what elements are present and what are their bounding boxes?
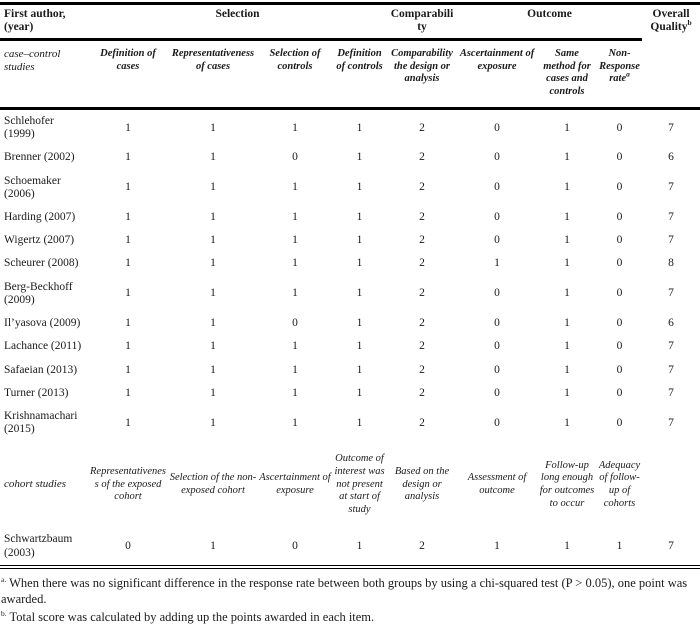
cohort-col-header: Assessment of outcome [467, 472, 527, 496]
score-cell: 1 [210, 257, 216, 270]
score-cell: 1 [292, 363, 298, 376]
score-cell: 0 [494, 340, 500, 353]
footnotes [0, 569, 700, 625]
footnote-b-text: Total score was calculated by adding up the points awarded in each item. [9, 609, 375, 624]
overall-quality-score: 7 [668, 211, 674, 224]
score-cell: 1 [125, 234, 131, 247]
case-control-col-header: Definition of controls [332, 40, 387, 109]
score-cell: 1 [125, 287, 131, 300]
cohort-col-header: Follow-up long enough for outcomes to occur [539, 459, 595, 509]
overall-quality-header [642, 4, 700, 109]
score-cell: 1 [356, 151, 363, 164]
overall-quality-score: 7 [668, 121, 674, 134]
study-name: Schlehofer (1999) [4, 114, 54, 141]
study-name: Lachance (2011) [4, 340, 82, 353]
score-cell: 0 [616, 287, 623, 300]
study-row [0, 229, 700, 252]
score-cell: 2 [419, 386, 425, 399]
study-row [0, 528, 700, 566]
score-cell: 1 [292, 234, 298, 247]
score-cell: 1 [125, 416, 131, 429]
cohort-col-header: Selection of the non-exposed cohort [169, 472, 257, 496]
section-label-case-control: case–control studies [0, 40, 88, 109]
cohort-body [0, 528, 700, 566]
overall-quality-footnote-marker: b [687, 18, 692, 28]
score-cell: 1 [564, 121, 570, 134]
score-cell: 1 [168, 528, 258, 566]
overall-quality-score: 6 [668, 151, 674, 164]
score-cell: 1 [210, 151, 216, 164]
score-cell: 2 [419, 121, 425, 134]
case-control-col-header: Non-Response rate$^a$ [597, 40, 642, 109]
score-cell: 1 [125, 211, 131, 224]
cohort-subheader [0, 441, 700, 528]
score-cell: 0 [616, 181, 623, 194]
score-cell: 1 [564, 151, 570, 164]
score-cell: 1 [356, 317, 363, 330]
score-cell: 1 [125, 121, 131, 134]
overall-quality-score: 7 [668, 386, 674, 399]
footnote-a-text: When there was no significant difference in the response rate between both groups by using a chi-squared test (P > 0.05), one point was awarded. [1, 575, 688, 607]
score-cell: 0 [494, 363, 500, 376]
score-cell: 0 [494, 234, 500, 247]
score-cell: 1 [125, 363, 131, 376]
study-name: Schwartzbaum (2003) [0, 528, 88, 566]
score-cell: 1 [356, 211, 363, 224]
score-cell: 1 [210, 287, 216, 300]
score-cell: 0 [616, 234, 623, 247]
score-cell: 1 [125, 386, 131, 399]
case-control-col-header: Ascertainment of exposure [457, 40, 537, 109]
study-row [0, 359, 700, 382]
score-cell: 2 [419, 317, 425, 330]
score-cell: 1 [125, 257, 131, 270]
score-cell: 0 [494, 211, 500, 224]
score-cell: 2 [387, 528, 457, 566]
score-cell: 1 [356, 234, 363, 247]
score-cell: 1 [564, 340, 570, 353]
score-cell: 0 [494, 121, 500, 134]
score-cell: 1 [356, 386, 363, 399]
study-name: Berg-Beckhoff (2009) [4, 280, 73, 306]
score-cell: 1 [292, 121, 298, 134]
score-cell: 1 [210, 363, 216, 376]
score-cell: 1 [356, 121, 363, 134]
overall-quality-score: 6 [668, 317, 674, 330]
study-row [0, 335, 700, 358]
study-row [0, 206, 700, 229]
score-cell: 1 [597, 528, 642, 566]
score-cell: 0 [292, 151, 298, 164]
cohort-col-header: Representativeness of the exposed cohort [90, 466, 166, 503]
case-control-col-footnote-marker: a [626, 69, 630, 79]
overall-quality-score: 7 [668, 363, 674, 376]
cohort-subheader-row [0, 441, 700, 528]
overall-quality-score: 8 [668, 257, 674, 270]
score-cell: 1 [356, 416, 363, 429]
score-cell: 0 [616, 317, 623, 330]
score-cell: 1 [564, 363, 570, 376]
score-cell: 0 [494, 151, 500, 164]
overall-quality-score: 7 [668, 287, 674, 300]
score-cell: 2 [419, 234, 425, 247]
study-row [0, 276, 700, 312]
score-cell: 0 [494, 317, 500, 330]
score-cell: 1 [210, 340, 216, 353]
table-header [0, 4, 700, 109]
outcome-group-header: Outcome [457, 4, 642, 40]
first-author-header: First author, (year) [0, 4, 88, 40]
score-cell: 1 [125, 151, 131, 164]
score-cell: 0 [494, 416, 500, 429]
score-cell: 1 [292, 386, 298, 399]
cohort-col-header: Adequacy of follow-up of cohorts [598, 459, 641, 509]
overall-quality-score: 7 [642, 528, 700, 566]
score-cell: 0 [494, 181, 500, 194]
score-cell: 1 [210, 317, 216, 330]
score-cell: 1 [210, 121, 216, 134]
overall-quality-score: 7 [668, 234, 674, 247]
score-cell: 0 [616, 363, 623, 376]
score-cell: 1 [457, 528, 537, 566]
score-cell: 1 [125, 340, 131, 353]
score-cell: 1 [564, 386, 570, 399]
score-cell: 1 [210, 211, 216, 224]
score-cell: 1 [125, 317, 131, 330]
score-cell: 1 [356, 340, 363, 353]
score-cell: 0 [292, 317, 298, 330]
footnote-a [1, 575, 698, 608]
score-cell: 0 [616, 121, 623, 134]
score-cell: 2 [419, 181, 425, 194]
case-control-col-header: Selection of controls [258, 40, 332, 109]
score-cell: 1 [292, 416, 298, 429]
score-cell: 1 [356, 287, 363, 300]
cohort-col-header: Based on the design or analysis [394, 466, 450, 503]
study-row [0, 146, 700, 169]
study-name: Turner (2013) [4, 386, 69, 399]
score-cell: 1 [564, 211, 570, 224]
comparability-group-header: Comparability [387, 4, 457, 40]
case-control-col-header: Definition of cases [88, 40, 168, 109]
score-cell: 2 [419, 416, 425, 429]
score-cell: 1 [494, 257, 500, 270]
footnote-b [1, 609, 698, 625]
score-cell: 1 [564, 416, 570, 429]
header-group-row [0, 4, 700, 40]
study-row [0, 108, 700, 146]
cohort-col-header: Ascertainment of exposure [259, 472, 331, 496]
study-name: Wigertz (2007) [4, 234, 75, 247]
score-cell: 1 [292, 340, 298, 353]
case-control-col-header: Representativeness of cases [168, 40, 258, 109]
score-cell: 2 [419, 257, 425, 270]
case-control-col-header: Comparability the design or analysis [387, 40, 457, 109]
footnote-a-marker: a. [1, 574, 7, 584]
score-cell: 1 [125, 181, 131, 194]
score-cell: 1 [564, 287, 570, 300]
study-name: Safaeian (2013) [4, 363, 78, 376]
score-cell: 1 [564, 181, 570, 194]
score-cell: 0 [616, 151, 623, 164]
score-cell: 1 [564, 234, 570, 247]
score-cell: 0 [616, 211, 623, 224]
score-cell: 0 [494, 386, 500, 399]
study-row [0, 405, 700, 441]
empty-overall-cell [642, 441, 700, 528]
study-row [0, 252, 700, 275]
overall-quality-score: 7 [668, 181, 674, 194]
score-cell: 2 [419, 211, 425, 224]
score-cell: 0 [494, 287, 500, 300]
score-cell: 1 [210, 181, 216, 194]
score-cell: 1 [332, 528, 387, 566]
score-cell: 1 [356, 363, 363, 376]
study-name: Krishnamachari (2015) [4, 410, 78, 436]
score-cell: 1 [210, 386, 216, 399]
overall-quality-label: Overall Quality [650, 8, 690, 34]
case-control-body [0, 108, 700, 441]
selection-group-header: Selection [88, 4, 387, 40]
score-cell: 1 [292, 287, 298, 300]
score-cell: 2 [419, 363, 425, 376]
study-row [0, 382, 700, 405]
score-cell: 1 [564, 257, 570, 270]
case-control-col-header: Same method for cases and controls [537, 40, 597, 109]
score-cell: 0 [88, 528, 168, 566]
score-cell: 1 [564, 317, 570, 330]
score-cell: 1 [292, 211, 298, 224]
score-cell: 1 [356, 181, 363, 194]
score-cell: 0 [616, 416, 623, 429]
study-row [0, 170, 700, 206]
score-cell: 0 [616, 386, 623, 399]
section-label-cohort: cohort studies [4, 478, 67, 491]
study-name: Schoemaker (2006) [4, 174, 61, 200]
study-name: Scheurer (2008) [4, 257, 79, 270]
study-name: Brenner (2002) [4, 151, 75, 164]
score-cell: 0 [258, 528, 332, 566]
score-cell: 2 [419, 340, 425, 353]
overall-quality-score: 7 [668, 340, 674, 353]
footnote-b-marker: b. [1, 608, 7, 618]
score-cell: 0 [616, 340, 623, 353]
score-cell: 1 [210, 416, 216, 429]
overall-quality-score: 7 [668, 416, 674, 429]
study-name: Harding (2007) [4, 211, 76, 224]
score-cell: 1 [537, 528, 597, 566]
score-cell: 2 [419, 151, 425, 164]
score-cell: 1 [210, 234, 216, 247]
quality-assessment-table [0, 2, 700, 569]
score-cell: 1 [292, 181, 298, 194]
score-cell: 1 [356, 257, 363, 270]
score-cell: 0 [616, 257, 623, 270]
cohort-col-header: Outcome of interest was not present at start of study [334, 453, 385, 515]
study-row [0, 312, 700, 335]
score-cell: 1 [292, 257, 298, 270]
study-name: Il’yasova (2009) [4, 317, 81, 330]
case-control-subheader-row [0, 40, 700, 109]
score-cell: 2 [419, 287, 425, 300]
